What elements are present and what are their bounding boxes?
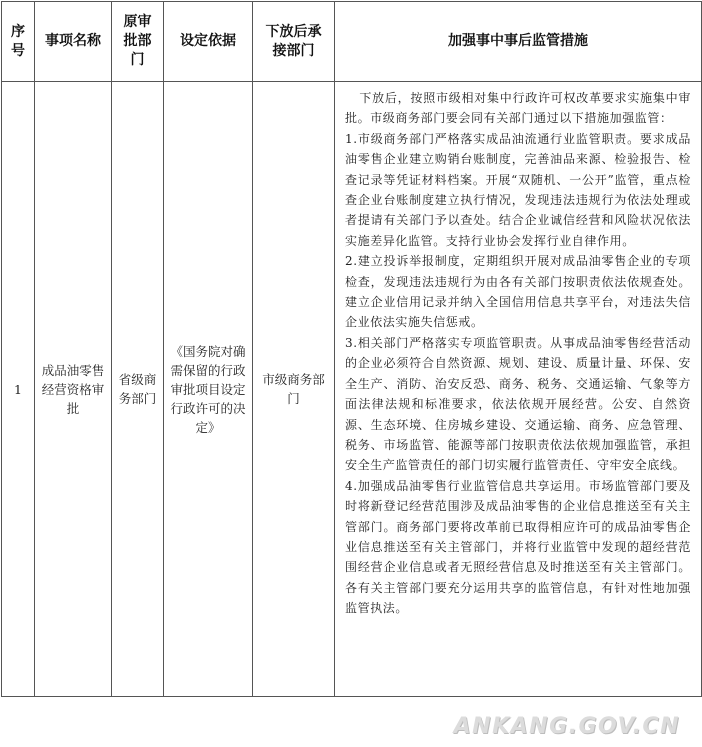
measures-intro: 下放后，按照市级相对集中行政许可权改革要求实施集中审批。市级商务部门要会同有关部门通过以下措施加强监管： — [345, 91, 691, 126]
header-row — [2, 2, 702, 82]
measures-item-1: 1.市级商务部门严格落实成品油流通行业监管职责。要求成品油零售企业建立购销台账制度，完善油品来源、检验报告、检查记录等凭证材料档案。开展“双随机、一公开”监管，重点检查企业台账制度建立执行情况，发现违法违规行为依法处理或者提请有关部门予以查处。结合企业诚信经营和风险状况依法实施差异化监管。支持行业协会发挥行业自律作用。 — [345, 131, 691, 248]
cell-item-name: 成品油零售经营资格审批 — [35, 82, 112, 697]
cell-measures — [335, 82, 702, 697]
header-item-name: 事项名称 — [35, 2, 112, 82]
measures-text — [335, 82, 701, 619]
cell-original-dept: 省级商务部门 — [112, 82, 164, 697]
header-seq: 序号 — [2, 2, 35, 82]
header-basis: 设定依据 — [164, 2, 253, 82]
cell-basis: 《国务院对确需保留的行政审批项目设定行政许可的决定》 — [164, 82, 253, 697]
measures-item-3: 3.相关部门严格落实专项监管职责。从事成品油零售经营活动的企业必须符合自然资源、规划、建设、质量计量、环保、安全生产、消防、治安反恐、商务、税务、交通运输、气象等方面法律法规和标准要求，依法依规开展经营。公安、自然资源、生态环境、住房城乡建设、交通运输、商务、应急管理、税务、市场监管、能源等部门按职责依法依规加强监管，承担安全生产监管责任的部门切实履行监管责任、守牢安全底线。 — [345, 335, 691, 473]
table-row — [2, 82, 702, 697]
regulatory-table — [1, 1, 702, 697]
measures-item-2: 2.建立投诉举报制度，定期组织开展对成品油零售企业的专项检查，发现违法违规行为由各有关部门按职责依法依规查处。建立企业信用记录并纳入全国信用信息共享平台，对违法失信企业依法实施失信惩戒。 — [345, 254, 691, 330]
watermark: ANKANG.GOV.CN — [453, 714, 680, 739]
cell-receiving-dept: 市级商务部门 — [253, 82, 335, 697]
header-original-dept: 原审批部门 — [112, 2, 164, 82]
header-measures: 加强事中事后监管措施 — [335, 2, 702, 82]
measures-item-4: 4.加强成品油零售行业监管信息共享运用。市场监管部门要及时将新登记经营范围涉及成品油零售的企业信息推送至有关主管部门。商务部门要将改革前已取得相应许可的成品油零售企业信息推送至有关主管部门，并将行业监管中发现的超经营范围经营企业信息或者无照经营信息及时推送至有关主管部门。各有关主管部门要充分运用共享的监管信息，有针对性地加强监管执法。 — [345, 478, 691, 616]
header-receiving-dept: 下放后承接部门 — [253, 2, 335, 82]
cell-seq: 1 — [2, 82, 35, 697]
